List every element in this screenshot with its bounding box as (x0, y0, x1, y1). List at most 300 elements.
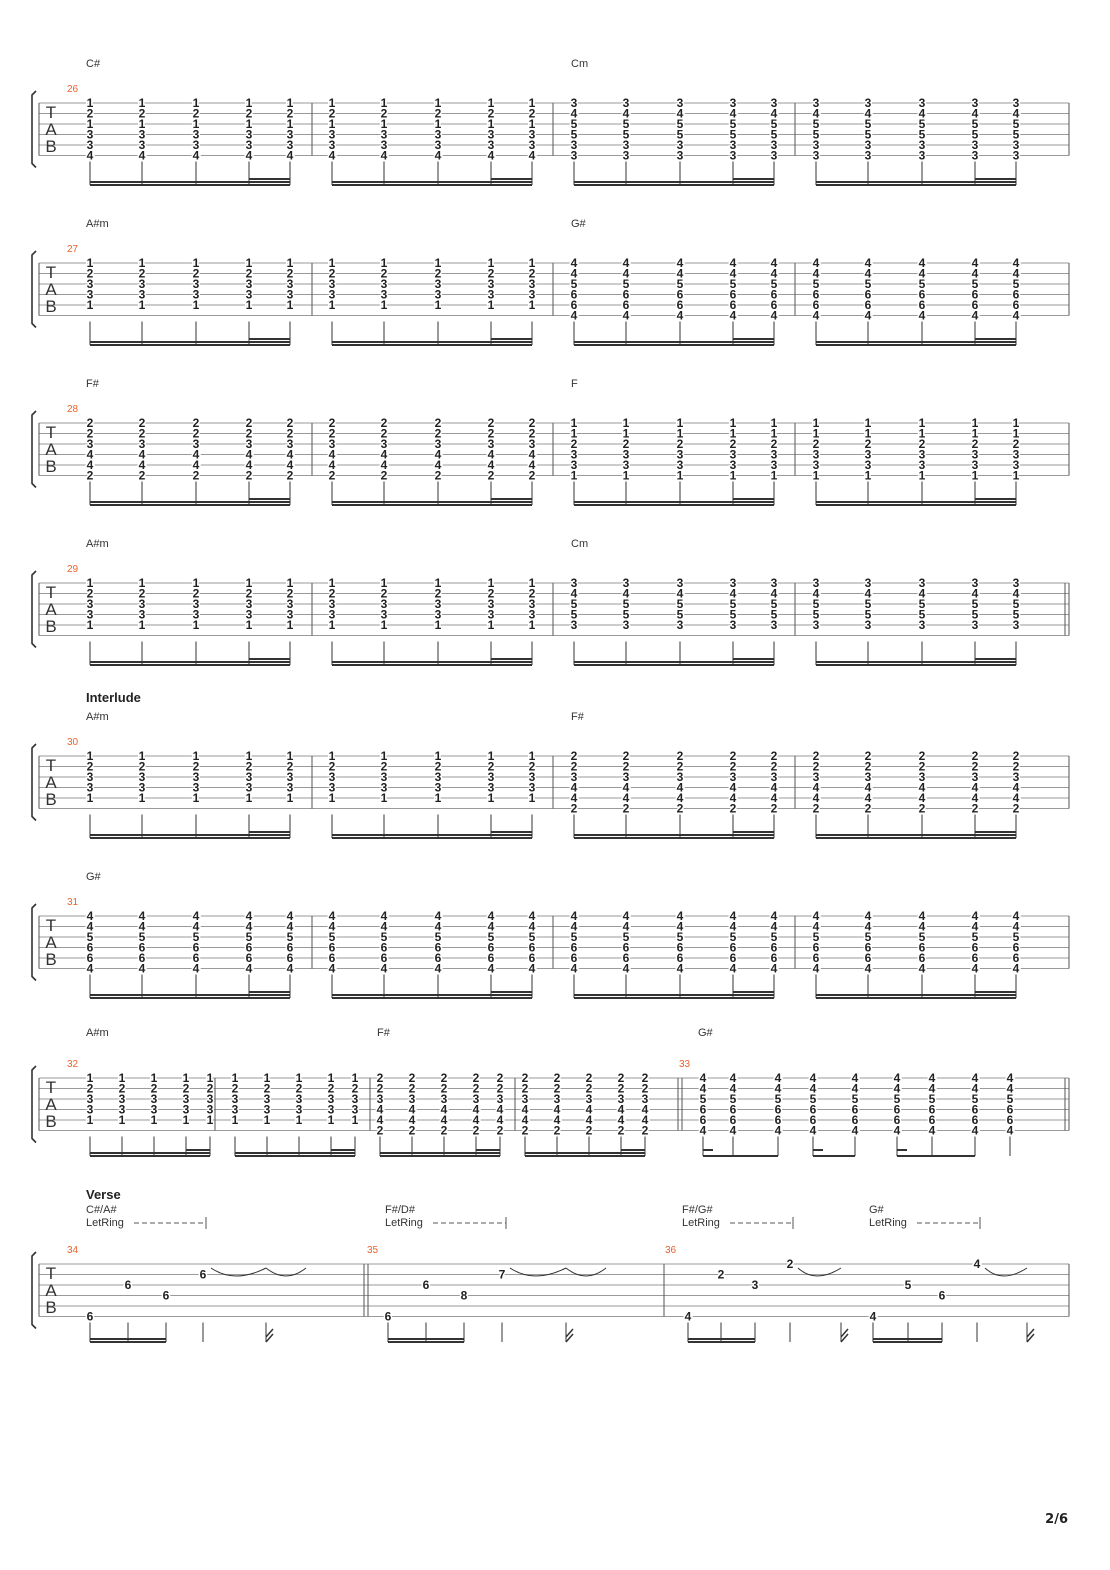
fret-number: 5 (812, 127, 820, 142)
fret-number: 3 (812, 458, 820, 472)
fret-number: 2 (286, 468, 294, 483)
fret-number: 3 (676, 458, 684, 472)
tab-clef-letter: T (45, 103, 57, 122)
fret-number: 5 (928, 1092, 936, 1106)
fret-number: 1 (86, 117, 94, 131)
fret-number: 3 (812, 148, 820, 163)
fret-number: 5 (729, 277, 737, 291)
staff-bracket (32, 1066, 36, 1143)
fret-number: 3 (327, 1092, 335, 1106)
fret-number: 5 (1012, 117, 1020, 131)
fret-number: 5 (864, 117, 872, 131)
fret-number: 5 (286, 930, 294, 944)
fret-number: 3 (528, 437, 536, 451)
fret-number: 1 (86, 256, 94, 270)
fret-number: 3 (487, 437, 495, 451)
fret-number: 2 (376, 1071, 384, 1085)
fret-number: 1 (286, 576, 294, 590)
fret-number: 4 (1012, 791, 1020, 805)
fret-number: 1 (570, 426, 578, 441)
note-flag (566, 1329, 573, 1342)
fret-number: 3 (192, 138, 200, 152)
fret-number: 6 (770, 287, 778, 302)
fret-number: 2 (380, 416, 388, 430)
fret-number: 4 (641, 1113, 649, 1127)
fret-number: 6 (1006, 1102, 1014, 1117)
fret-number: 4 (434, 148, 442, 163)
fret-number: 4 (585, 1113, 593, 1127)
fret-number: 2 (192, 586, 200, 601)
fret-number: 4 (245, 458, 253, 472)
fret-number: 3 (770, 148, 778, 163)
fret-number: 1 (971, 426, 979, 441)
fret-number: 3 (971, 770, 979, 784)
fret-number: 4 (864, 266, 872, 281)
fret-number: 3 (918, 138, 926, 152)
fret-number: 3 (971, 148, 979, 163)
fret-number: 4 (528, 919, 536, 934)
fret-number: 2 (245, 586, 253, 601)
fret-number: 5 (138, 930, 146, 944)
fret-number: 6 (528, 951, 536, 965)
fret-number: 2 (918, 437, 926, 451)
fret-number: 4 (192, 447, 200, 462)
fret-number: 3 (528, 277, 536, 291)
fret-number: 4 (864, 256, 872, 270)
fret-number: 4 (622, 791, 630, 805)
fret-number: 6 (86, 951, 94, 965)
fret-number: 3 (86, 437, 94, 451)
chord-name: F# (86, 378, 99, 390)
fret-number: 4 (729, 106, 737, 121)
tab-clef-letter: A (45, 280, 57, 299)
fret-number: 3 (812, 138, 820, 152)
fret-number: 6 (384, 1309, 392, 1324)
fret-number: 2 (328, 416, 336, 430)
fret-number: 2 (150, 1081, 158, 1096)
fret-number: 4 (496, 1113, 504, 1127)
fret-number: 6 (162, 1288, 170, 1303)
fret-number: 1 (138, 256, 146, 270)
fret-number: 3 (434, 287, 442, 302)
fret-number: 3 (118, 1092, 126, 1106)
fret-number: 6 (864, 298, 872, 312)
fret-number: 1 (434, 117, 442, 131)
fret-number: 4 (676, 266, 684, 281)
fret-number: 2 (717, 1267, 725, 1282)
fret-number: 4 (774, 1123, 782, 1138)
fret-number: 1 (192, 791, 200, 805)
fret-number: 4 (809, 1123, 817, 1138)
fret-number: 4 (684, 1309, 692, 1324)
fret-number: 4 (487, 458, 495, 472)
fret-number: 2 (864, 759, 872, 774)
fret-number: 3 (570, 576, 578, 590)
fret-number: 6 (918, 298, 926, 312)
fret-number: 4 (570, 106, 578, 121)
fret-number: 4 (622, 780, 630, 795)
fret-number: 2 (729, 437, 737, 451)
fret-number: 4 (622, 256, 630, 270)
fret-number: 4 (245, 447, 253, 462)
fret-number: 3 (138, 780, 146, 795)
fret-number: 6 (918, 287, 926, 302)
fret-number: 3 (918, 458, 926, 472)
fret-number: 6 (971, 951, 979, 965)
chord-name: C#/A# (86, 1204, 117, 1216)
fret-number: 2 (245, 106, 253, 121)
fret-number: 5 (570, 597, 578, 611)
chord-name: C# (86, 58, 101, 70)
fret-number: 4 (487, 447, 495, 462)
fret-number: 2 (786, 1257, 794, 1271)
chord-name: A#m (86, 711, 109, 723)
fret-number: 2 (617, 1071, 625, 1085)
staff-bracket (32, 904, 36, 981)
fret-number: 4 (770, 919, 778, 934)
fret-number: 4 (729, 791, 737, 805)
fret-number: 4 (676, 106, 684, 121)
fret-number: 2 (553, 1081, 561, 1096)
fret-number: 1 (812, 426, 820, 441)
fret-number: 1 (295, 1071, 303, 1085)
fret-number: 6 (729, 940, 737, 955)
fret-number: 2 (864, 801, 872, 816)
fret-number: 4 (138, 919, 146, 934)
fret-number: 5 (893, 1092, 901, 1106)
tab-system (32, 1027, 1069, 1156)
fret-number: 4 (971, 909, 979, 923)
fret-number: 1 (245, 576, 253, 590)
fret-number: 3 (245, 607, 253, 622)
note-flag (266, 1329, 273, 1342)
fret-number: 1 (434, 256, 442, 270)
fret-number: 1 (206, 1071, 214, 1085)
fret-number: 3 (729, 576, 737, 590)
fret-number: 1 (138, 117, 146, 131)
fret-number: 3 (751, 1278, 759, 1292)
fret-number: 2 (487, 416, 495, 430)
fret-number: 3 (86, 127, 94, 142)
fret-number: 5 (1012, 127, 1020, 142)
fret-number: 2 (286, 266, 294, 281)
fret-number: 3 (408, 1092, 416, 1106)
fret-number: 4 (86, 909, 94, 923)
fret-number: 6 (138, 951, 146, 965)
fret-number: 4 (774, 1081, 782, 1096)
fret-number: 6 (928, 1113, 936, 1127)
fret-number: 3 (328, 277, 336, 291)
fret-number: 1 (770, 426, 778, 441)
fret-number: 3 (328, 770, 336, 784)
chord-name: G# (869, 1204, 884, 1216)
fret-number: 1 (622, 416, 630, 430)
fret-number: 2 (440, 1071, 448, 1085)
fret-number: 4 (1012, 256, 1020, 270)
tab-system (32, 538, 1069, 665)
fret-number: 3 (918, 447, 926, 462)
fret-number: 4 (1006, 1071, 1014, 1085)
fret-number: 5 (971, 117, 979, 131)
fret-number: 4 (617, 1102, 625, 1117)
fret-number: 2 (570, 749, 578, 763)
fret-number: 1 (138, 618, 146, 632)
fret-number: 1 (328, 256, 336, 270)
fret-number: 1 (231, 1113, 239, 1127)
fret-number: 5 (904, 1278, 912, 1292)
fret-number: 1 (86, 749, 94, 763)
fret-number: 3 (528, 770, 536, 784)
fret-number: 3 (864, 618, 872, 632)
fret-number: 2 (528, 586, 536, 601)
fret-number: 4 (286, 919, 294, 934)
tab-system (32, 690, 1069, 838)
fret-number: 2 (622, 801, 630, 816)
fret-number: 1 (570, 416, 578, 430)
fret-number: 3 (864, 138, 872, 152)
fret-number: 6 (124, 1278, 132, 1292)
fret-number: 4 (729, 961, 737, 976)
fret-number: 1 (380, 749, 388, 763)
fret-number: 2 (617, 1081, 625, 1096)
fret-number: 3 (182, 1092, 190, 1106)
fret-number: 3 (570, 770, 578, 784)
fret-number: 4 (434, 961, 442, 976)
fret-number: 1 (380, 791, 388, 805)
fret-number: 4 (851, 1123, 859, 1138)
fret-number: 2 (585, 1123, 593, 1138)
fret-number: 2 (1012, 801, 1020, 816)
fret-number: 2 (812, 801, 820, 816)
fret-number: 1 (245, 256, 253, 270)
fret-number: 4 (729, 266, 737, 281)
fret-number: 2 (864, 437, 872, 451)
fret-number: 2 (1012, 759, 1020, 774)
fret-number: 4 (434, 458, 442, 472)
fret-number: 5 (192, 930, 200, 944)
bar-number: 36 (665, 1245, 677, 1256)
tab-clef-letter: B (45, 790, 57, 809)
fret-number: 1 (864, 416, 872, 430)
fret-number: 3 (150, 1102, 158, 1117)
fret-number: 2 (245, 468, 253, 483)
fret-number: 1 (622, 426, 630, 441)
fret-number: 4 (729, 1123, 737, 1138)
fret-number: 3 (86, 138, 94, 152)
fret-number: 2 (86, 416, 94, 430)
fret-number: 4 (622, 961, 630, 976)
fret-number: 4 (864, 961, 872, 976)
fret-number: 1 (434, 618, 442, 632)
fret-number: 3 (528, 138, 536, 152)
fret-number: 3 (286, 287, 294, 302)
fret-number: 4 (622, 308, 630, 323)
fret-number: 2 (408, 1071, 416, 1085)
fret-number: 3 (676, 618, 684, 632)
fret-number: 5 (676, 607, 684, 622)
fret-number: 1 (351, 1071, 359, 1085)
fret-number: 3 (376, 1092, 384, 1106)
fret-number: 4 (328, 961, 336, 976)
fret-number: 4 (192, 919, 200, 934)
fret-number: 1 (86, 618, 94, 632)
fret-number: 4 (918, 961, 926, 976)
fret-number: 3 (570, 447, 578, 462)
fret-number: 5 (918, 930, 926, 944)
fret-number: 6 (570, 298, 578, 312)
fret-number: 2 (434, 586, 442, 601)
tab-clef-letter: A (45, 773, 57, 792)
fret-number: 3 (231, 1102, 239, 1117)
fret-number: 3 (971, 458, 979, 472)
fret-number: 3 (286, 780, 294, 795)
fret-number: 5 (570, 930, 578, 944)
fret-number: 4 (434, 919, 442, 934)
fret-number: 6 (971, 940, 979, 955)
fret-number: 4 (440, 1113, 448, 1127)
chord-name: F# (377, 1027, 390, 1039)
fret-number: 6 (380, 940, 388, 955)
fret-number: 3 (138, 287, 146, 302)
fret-number: 2 (86, 586, 94, 601)
fret-number: 4 (676, 909, 684, 923)
fret-number: 4 (918, 909, 926, 923)
fret-number: 2 (971, 801, 979, 816)
fret-number: 1 (138, 298, 146, 312)
fret-number: 3 (729, 447, 737, 462)
fret-number: 3 (192, 127, 200, 142)
fret-number: 2 (286, 759, 294, 774)
fret-number: 5 (770, 597, 778, 611)
fret-number: 1 (528, 96, 536, 110)
fret-number: 3 (138, 437, 146, 451)
fret-number: 3 (263, 1092, 271, 1106)
fret-number: 1 (770, 468, 778, 483)
chord-name: F#/G# (682, 1204, 713, 1216)
fret-number: 4 (1006, 1081, 1014, 1096)
fret-number: 3 (86, 1092, 94, 1106)
fret-number: 4 (380, 961, 388, 976)
fret-number: 5 (245, 930, 253, 944)
fret-number: 2 (376, 1123, 384, 1138)
fret-number: 1 (434, 749, 442, 763)
fret-number: 1 (192, 749, 200, 763)
fret-number: 2 (192, 468, 200, 483)
fret-number: 2 (328, 106, 336, 121)
tab-clef-letter: B (45, 1112, 57, 1131)
fret-number: 1 (245, 791, 253, 805)
fret-number: 3 (812, 770, 820, 784)
fret-number: 2 (622, 437, 630, 451)
fret-number: 5 (570, 127, 578, 142)
fret-number: 3 (380, 138, 388, 152)
fret-number: 1 (327, 1113, 335, 1127)
fret-number: 5 (971, 597, 979, 611)
fret-number: 1 (1012, 468, 1020, 483)
fret-number: 4 (729, 308, 737, 323)
fret-number: 4 (192, 148, 200, 163)
fret-number: 5 (622, 277, 630, 291)
fret-number: 4 (521, 1102, 529, 1117)
fret-number: 2 (570, 437, 578, 451)
fret-number: 2 (676, 437, 684, 451)
fret-number: 5 (1012, 607, 1020, 622)
fret-number: 1 (328, 96, 336, 110)
fret-number: 1 (295, 1113, 303, 1127)
fret-number: 2 (86, 1081, 94, 1096)
fret-number: 3 (192, 287, 200, 302)
page-number: 2/6 (1045, 1512, 1068, 1527)
fret-number: 4 (376, 1102, 384, 1117)
fret-number: 6 (1012, 287, 1020, 302)
fret-number: 3 (971, 618, 979, 632)
fret-number: 4 (809, 1081, 817, 1096)
bar-number: 29 (67, 564, 79, 575)
fret-number: 2 (328, 759, 336, 774)
fret-number: 4 (676, 961, 684, 976)
fret-number: 3 (245, 770, 253, 784)
chord-name: A#m (86, 218, 109, 230)
fret-number: 3 (1012, 138, 1020, 152)
fret-number: 2 (380, 759, 388, 774)
fret-number: 1 (1012, 416, 1020, 430)
fret-number: 6 (893, 1113, 901, 1127)
fret-number: 2 (496, 1081, 504, 1096)
fret-number: 2 (617, 1123, 625, 1138)
fret-number: 4 (729, 1071, 737, 1085)
fret-number: 3 (770, 618, 778, 632)
fret-number: 3 (770, 447, 778, 462)
fret-number: 2 (231, 1081, 239, 1096)
fret-number: 4 (472, 1102, 480, 1117)
fret-number: 5 (864, 277, 872, 291)
tab-clef-letter: B (45, 297, 57, 316)
fret-number: 4 (380, 919, 388, 934)
fret-number: 4 (770, 961, 778, 976)
fret-number: 1 (434, 791, 442, 805)
fret-number: 5 (528, 930, 536, 944)
fret-number: 4 (86, 447, 94, 462)
tab-clef-letter: B (45, 137, 57, 156)
fret-number: 4 (570, 256, 578, 270)
fret-number: 1 (86, 791, 94, 805)
fret-number: 4 (1012, 919, 1020, 934)
fret-number: 3 (328, 607, 336, 622)
fret-number: 3 (286, 277, 294, 291)
fret-number: 4 (812, 919, 820, 934)
fret-number: 5 (770, 117, 778, 131)
fret-number: 5 (622, 607, 630, 622)
fret-number: 1 (192, 298, 200, 312)
fret-number: 2 (528, 759, 536, 774)
bar-number: 35 (367, 1245, 379, 1256)
fret-number: 3 (1012, 148, 1020, 163)
fret-number: 4 (380, 148, 388, 163)
fret-number: 5 (1012, 930, 1020, 944)
fret-number: 4 (869, 1309, 877, 1324)
fret-number: 6 (192, 940, 200, 955)
note-flag (841, 1329, 848, 1342)
fret-number: 5 (622, 127, 630, 142)
fret-number: 5 (774, 1092, 782, 1106)
fret-number: 2 (138, 266, 146, 281)
fret-number: 6 (245, 940, 253, 955)
fret-number: 5 (622, 597, 630, 611)
fret-number: 1 (118, 1113, 126, 1127)
fret-number: 2 (408, 1081, 416, 1096)
fret-number: 4 (864, 586, 872, 601)
fret-number: 1 (434, 96, 442, 110)
